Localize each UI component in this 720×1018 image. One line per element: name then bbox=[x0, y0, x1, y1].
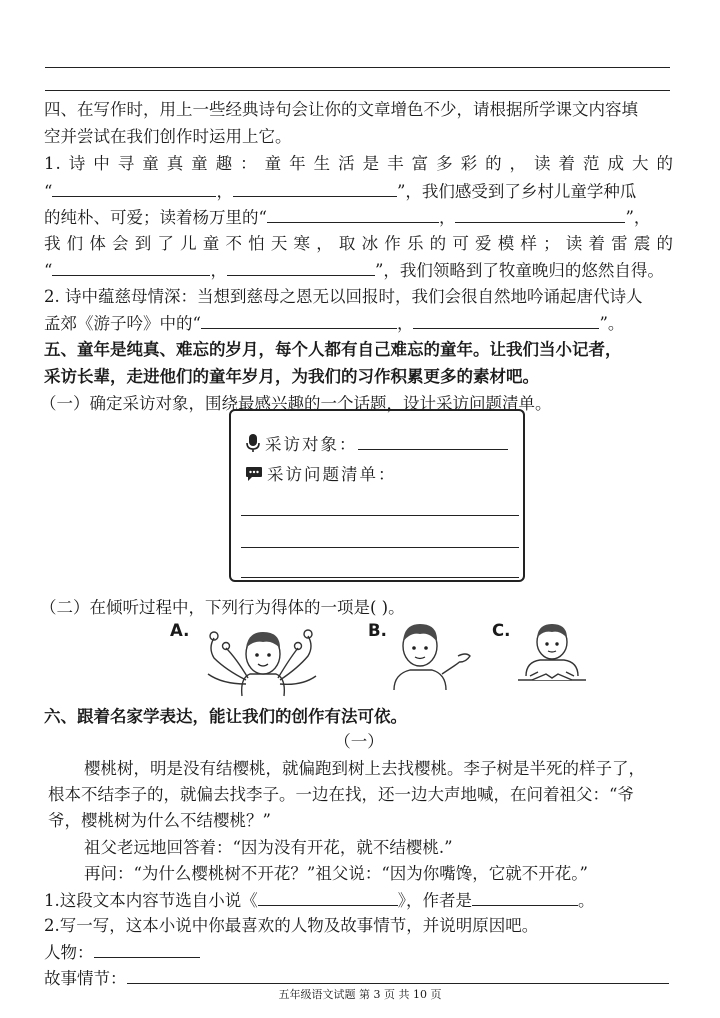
plot-row: 故事情节： bbox=[44, 967, 674, 990]
passage-line: 樱桃树，明是没有结樱桃，就偏跑到树上去找樱桃。李子树是半死的样子了， bbox=[84, 759, 645, 778]
novel-title-blank[interactable] bbox=[258, 889, 398, 906]
interview-card bbox=[229, 409, 525, 582]
answer-line bbox=[45, 90, 670, 91]
fill-blank[interactable] bbox=[201, 312, 397, 329]
passage-line: 祖父老远地回答着：“因为没有开花，就不结樱桃.” bbox=[84, 838, 453, 857]
answer-line bbox=[45, 67, 670, 68]
chat-bubble-icon bbox=[245, 466, 263, 482]
section5-part1: （一）确定采访对象，围绕最感兴趣的一个话题，设计采访问题清单。 bbox=[40, 394, 552, 413]
section4-heading: 四、在写作时，用上一些经典诗句会让你的文章增色不少，请根据所学课文内容填 bbox=[44, 100, 638, 119]
section5-part2: （二）在倾听过程中，下列行为得体的一项是( )。 bbox=[40, 598, 405, 617]
section6-q1: 1.这段文本内容节选自小说《 》，作者是 。 bbox=[44, 891, 595, 910]
passage-line: 根本不结李子的，就偏去找李子。一边在找，还一边大声地喊，在问着祖父：“爷 bbox=[48, 785, 634, 804]
option-c-boy-listening-illustration bbox=[516, 618, 588, 690]
interview-questions-label: 采访问题清单： bbox=[267, 465, 397, 484]
page-footer: 五年级语文试题 第 3 页 共 10 页 bbox=[278, 988, 442, 1001]
option-a-boy-fidgeting-illustration bbox=[196, 618, 328, 700]
fill-blank[interactable] bbox=[52, 180, 216, 197]
section4-q1-line2: “ ， ”，我们感受到了乡村儿童学种瓜 bbox=[44, 182, 637, 201]
passage-line: 再问：“为什么樱桃树不开花？”祖父说：“因为你嘴馋，它就不开花。” bbox=[84, 864, 588, 883]
fill-blank[interactable] bbox=[227, 259, 375, 276]
author-blank[interactable] bbox=[472, 889, 578, 906]
section4-q1-line1: 1.诗中寻童真童趣：童年生活是丰富多彩的，读着范成大的 bbox=[44, 154, 674, 173]
section6-sub: （一） bbox=[334, 732, 384, 751]
section5-heading-cont: 采访长辈，走进他们的童年岁月，为我们的习作积累更多的素材吧。 bbox=[44, 367, 539, 386]
fill-blank[interactable] bbox=[267, 206, 439, 223]
fill-blank[interactable] bbox=[52, 259, 210, 276]
interview-target-row bbox=[245, 431, 508, 455]
option-b-label: B. bbox=[368, 621, 387, 640]
section4-q2-line2: 孟郊《游子吟》中的“ ， ”。 bbox=[44, 314, 625, 333]
interview-answer-line[interactable] bbox=[241, 577, 519, 578]
fill-blank[interactable] bbox=[455, 206, 625, 223]
person-row: 人物： bbox=[44, 941, 674, 964]
option-a-label: A. bbox=[170, 621, 190, 640]
plot-blank[interactable] bbox=[127, 967, 669, 984]
section4-heading-cont: 空并尝试在我们创作时运用上它。 bbox=[44, 127, 292, 146]
option-b-boy-gesturing-illustration bbox=[388, 618, 472, 692]
section4-q1-line4: 我们体会到了儿童不怕天寒，取冰作乐的可爱模样；读着雷震的 bbox=[44, 234, 674, 253]
section6-q2: 2.写一写，这本小说中你最喜欢的人物及故事情节，并说明原因吧。 bbox=[44, 916, 539, 935]
section5-heading: 五、童年是纯真、难忘的岁月，每个人都有自己难忘的童年。让我们当小记者， bbox=[44, 340, 622, 359]
option-c-label: C. bbox=[492, 621, 511, 640]
interview-answer-line[interactable] bbox=[241, 515, 519, 516]
interview-answer-line[interactable] bbox=[241, 547, 519, 548]
section4-q1-line3: 的纯朴、可爱；读着杨万里的“ ， ”， bbox=[44, 208, 651, 227]
section6-heading: 六、跟着名家学表达，能让我们的创作有法可依。 bbox=[44, 707, 407, 726]
person-blank[interactable] bbox=[94, 941, 200, 958]
fill-blank[interactable] bbox=[233, 180, 397, 197]
microphone-icon bbox=[245, 433, 261, 453]
fill-blank[interactable] bbox=[413, 312, 599, 329]
section4-q1-line5: “ ， ”，我们领略到了牧童晚归的悠然自得。 bbox=[44, 261, 664, 280]
interview-questions-row bbox=[245, 461, 397, 485]
passage-line: 爷，樱桃树为什么不结樱桃？” bbox=[48, 811, 271, 830]
interview-target-blank[interactable] bbox=[358, 433, 508, 450]
section4-q2-line1: 2. 诗中蕴慈母情深：当想到慈母之恩无以回报时，我们会很自然地吟诵起唐代诗人 bbox=[44, 287, 643, 306]
interview-target-label: 采访对象： bbox=[265, 435, 358, 454]
